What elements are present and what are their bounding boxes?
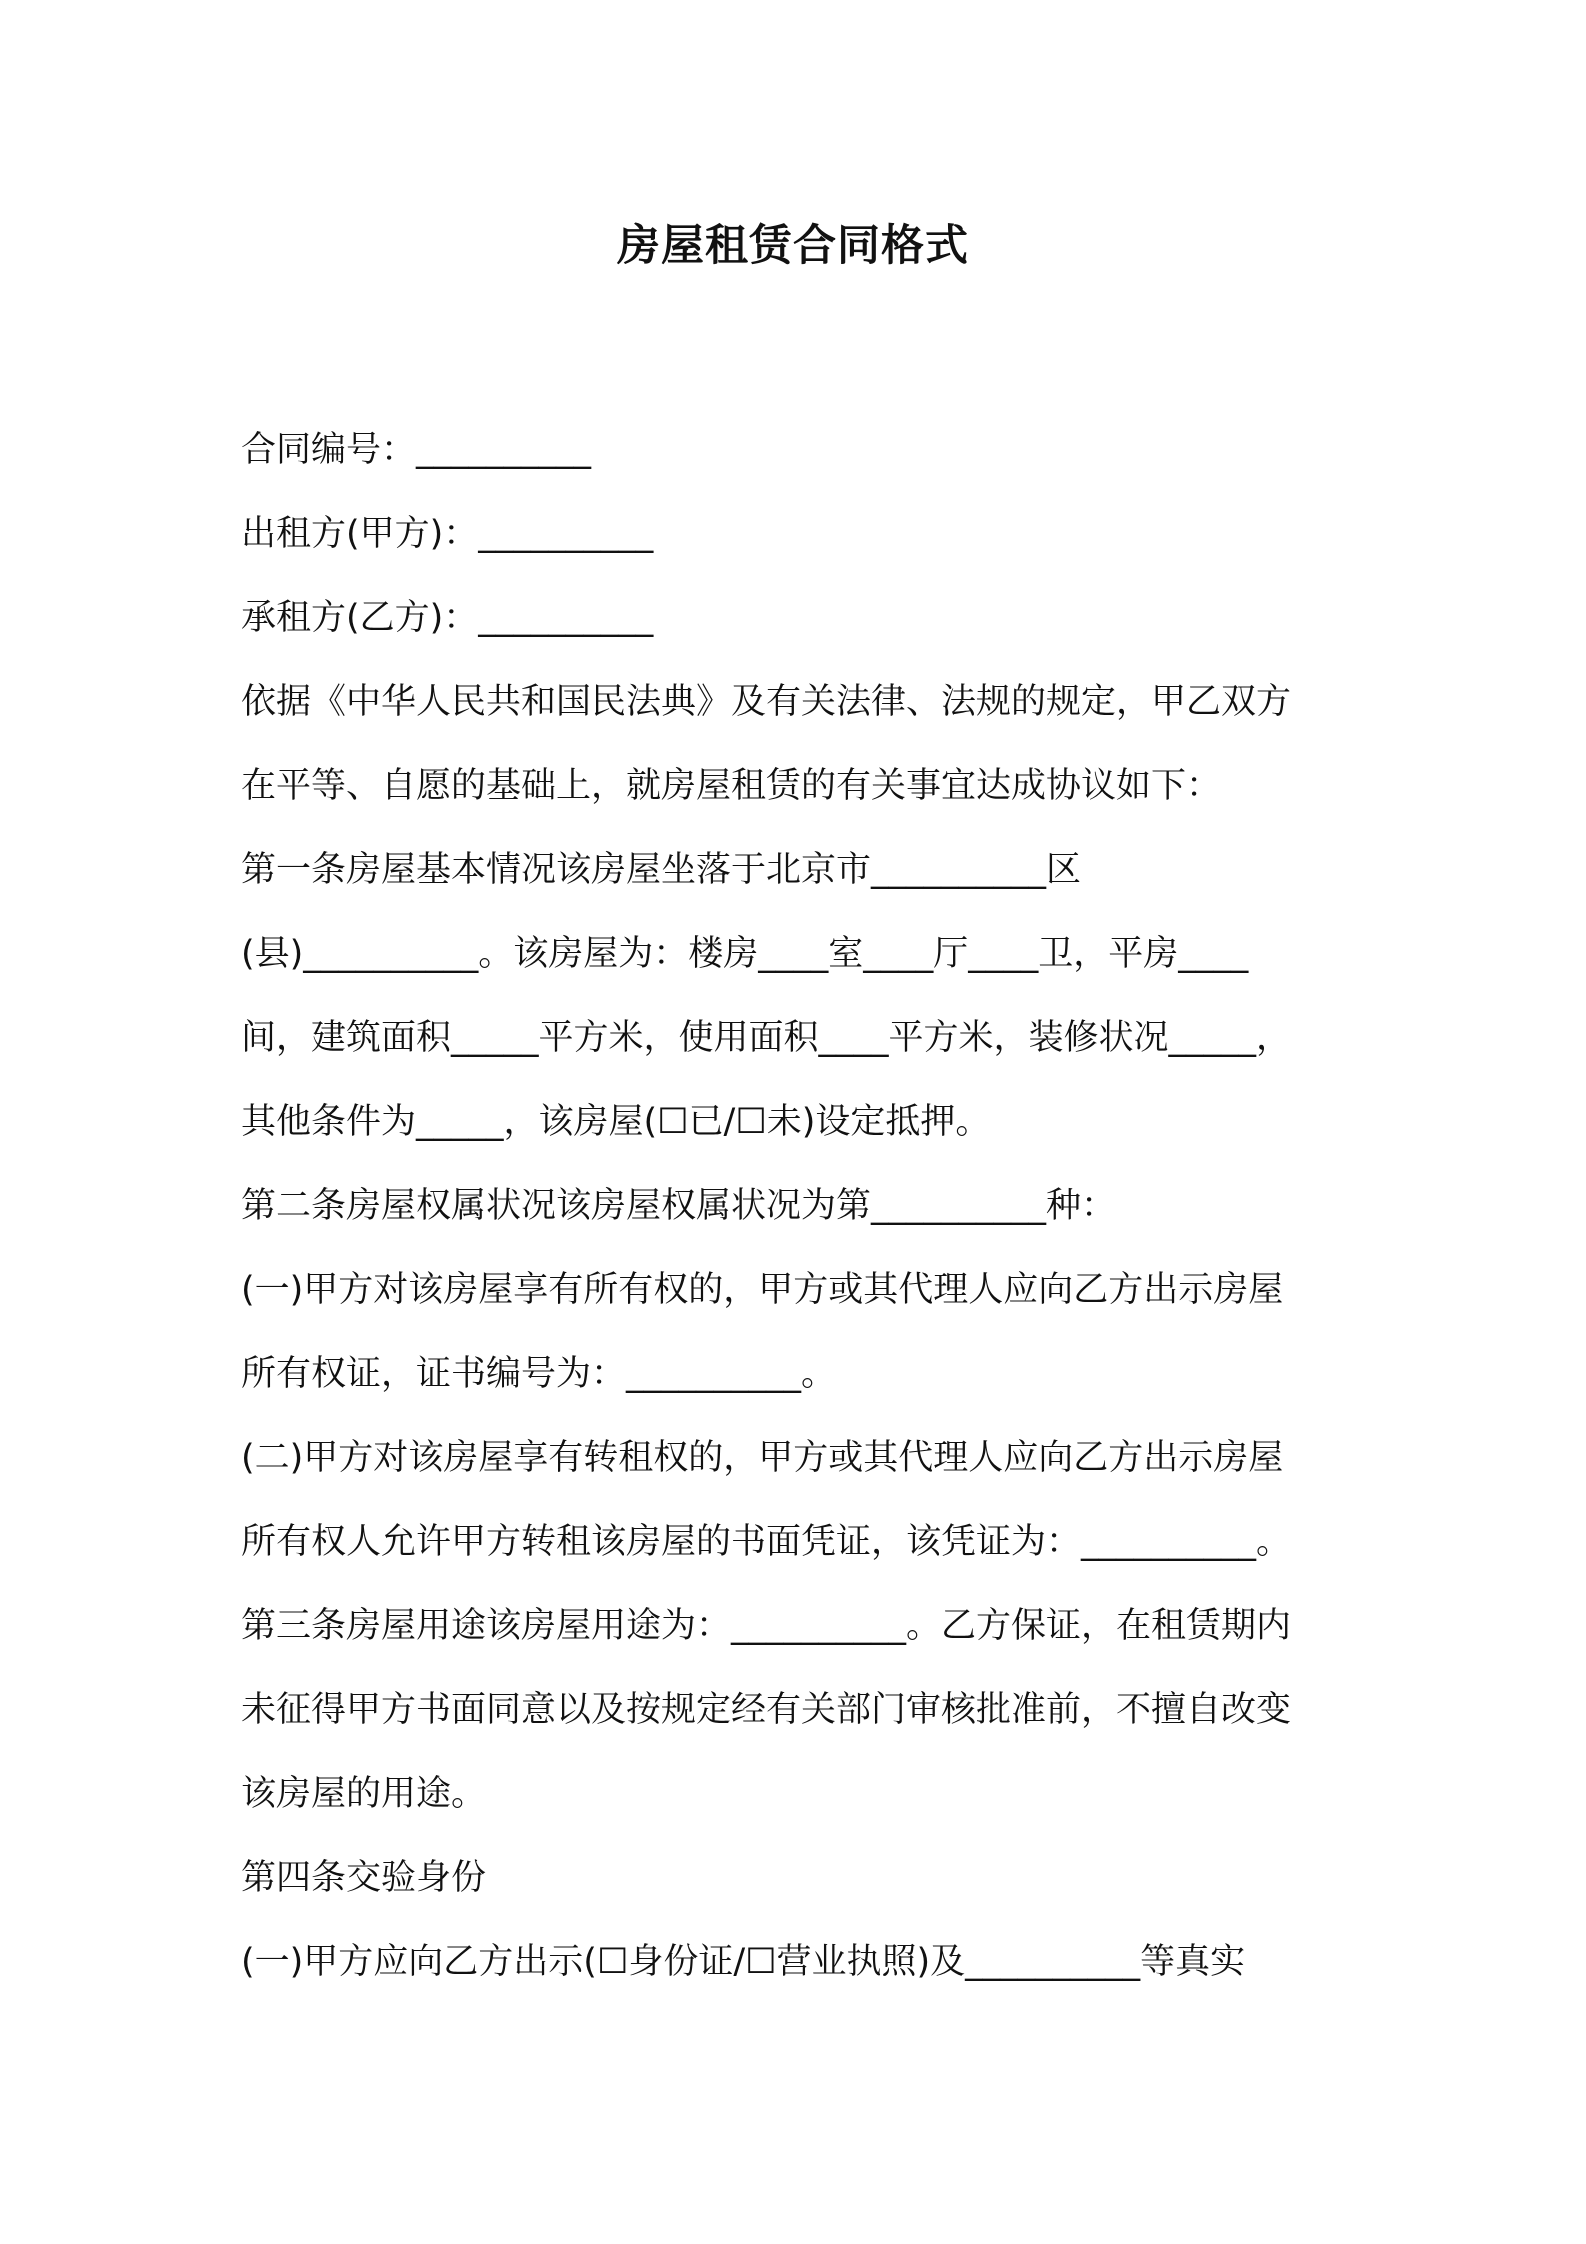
article-two-item-line: 所有权证，证书编号为：__________。 xyxy=(241,1354,837,1394)
lessor-line: 出租方(甲方)：__________ xyxy=(241,514,654,554)
article-one-line: (县)__________。该房屋为：楼房____室____厅____卫，平房____ xyxy=(241,934,1249,974)
article-three-line: 该房屋的用途。 xyxy=(241,1774,487,1814)
article-one-line: 其他条件为_____，该房屋(☐已/☐未)设定抵押。 xyxy=(241,1102,991,1142)
preamble-line: 在平等、自愿的基础上，就房屋租赁的有关事宜达成协议如下： xyxy=(241,766,1222,806)
article-three-line: 第三条房屋用途该房屋用途为：__________。乙方保证，在租赁期内 xyxy=(241,1606,1292,1646)
article-one-line: 间，建筑面积_____平方米，使用面积____平方米，装修状况_____， xyxy=(241,1018,1292,1058)
lessee-line: 承租方(乙方)：__________ xyxy=(241,598,654,638)
preamble-line: 依据《中华人民共和国民法典》及有关法律、法规的规定，甲乙双方 xyxy=(241,682,1292,722)
document-body xyxy=(241,408,1361,2004)
article-four-item-line: (一)甲方应向乙方出示(☐身份证/☐营业执照)及__________等真实 xyxy=(241,1942,1246,1982)
article-two-item-line: (一)甲方对该房屋享有所有权的，甲方或其代理人应向乙方出示房屋 xyxy=(241,1270,1284,1310)
article-two-line: 第二条房屋权属状况该房屋权属状况为第__________种： xyxy=(241,1186,1117,1226)
article-two-item-line: 所有权人允许甲方转租该房屋的书面凭证，该凭证为：__________。 xyxy=(241,1522,1292,1562)
article-three-line: 未征得甲方书面同意以及按规定经有关部门审核批准前，不擅自改变 xyxy=(241,1690,1292,1730)
document-title: 房屋租赁合同格式 xyxy=(617,221,969,271)
article-one-line: 第一条房屋基本情况该房屋坐落于北京市__________区 xyxy=(241,850,1082,890)
contract-number-line: 合同编号：__________ xyxy=(241,430,592,470)
article-two-item-line: (二)甲方对该房屋享有转租权的，甲方或其代理人应向乙方出示房屋 xyxy=(241,1438,1284,1478)
article-four-line: 第四条交验身份 xyxy=(241,1858,487,1898)
